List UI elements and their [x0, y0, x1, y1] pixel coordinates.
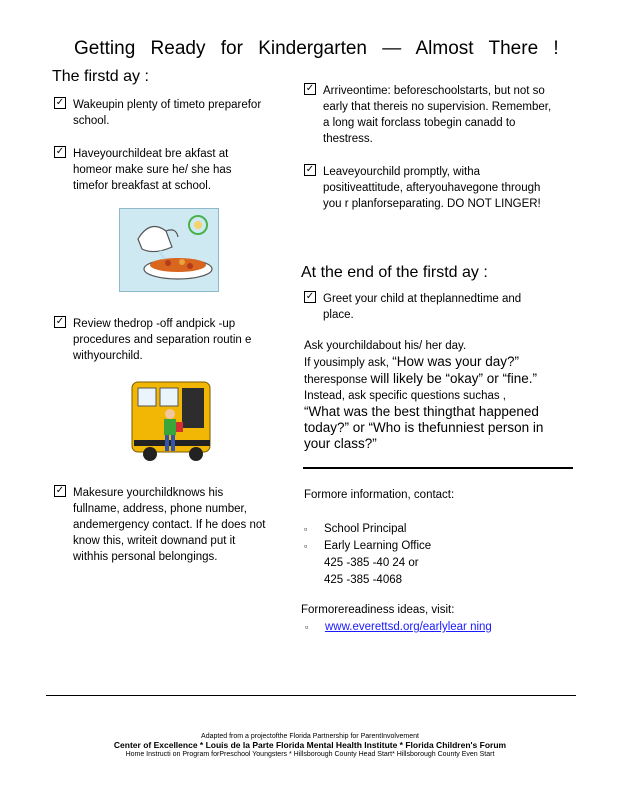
- contact-item: Early Learning Office: [324, 540, 432, 552]
- tip-quote: “What was the best thingthat happened: [304, 404, 539, 419]
- readiness-ideas: [301, 602, 571, 636]
- end-of-day-heading: At the end of the firstd ay :: [301, 264, 488, 281]
- checkbox-icon: ✓: [55, 97, 65, 108]
- school-bus-clipart: [130, 380, 212, 466]
- checklist-item: ✓ Wakeupin plenty of timeto preparefor school.: [55, 97, 262, 127]
- checklist-item: ✓ Haveyourchildeat bre akfast at homeor make sure he/ she has timefor breakfast at school.: [55, 146, 232, 192]
- tip-line: Ask yourchildabout his/ her day.: [304, 340, 467, 352]
- tip-line: Instead, ask specific questions suchas ,: [304, 390, 506, 402]
- footer: [30, 732, 590, 759]
- bullet-icon: ▫: [304, 524, 308, 534]
- phone-number: 425 -385 -40 24 or: [324, 557, 419, 569]
- tip-line: theresponse: [304, 374, 368, 386]
- checkbox-icon: ✓: [305, 83, 315, 94]
- contact-item: School Principal: [324, 523, 407, 535]
- checkbox-icon: ✓: [55, 485, 65, 496]
- breakfast-clipart: [119, 208, 219, 292]
- first-day-heading: The firstd ay :: [52, 68, 149, 85]
- tip-quote: will likely be “okay” or “fine.”: [370, 371, 538, 386]
- bullet-icon: ▫: [305, 622, 309, 632]
- footer-divider: [46, 695, 576, 696]
- footer-partners: Center of Excellence * Louis de la Parte Florida Mental Health Institute * Florida Children's Forum: [113, 740, 507, 750]
- footer-credit: Adapted from a projectofthe Florida Partnership for ParentInvolvement: [201, 733, 419, 740]
- checkbox-icon: ✓: [305, 291, 315, 302]
- page-title: Getting Ready for Kindergarten — Almost There !: [74, 38, 559, 59]
- checkbox-icon: ✓: [55, 146, 65, 157]
- checklist-item: ✓ Arriveontime: beforeschoolstarts, but not so early that thereis no supervision. Remember, a long wait forclass tobegin canadd to thestress.: [305, 83, 552, 145]
- checkbox-icon: ✓: [55, 316, 65, 327]
- bullet-icon: ▫: [304, 541, 308, 551]
- checkbox-icon: ✓: [305, 164, 315, 175]
- checklist-item: ✓ Makesure yourchildknows his fullname, address, phone number, andemergency contact. If he does not know this, writeit downand put it withhis personal belongings.: [55, 485, 266, 563]
- tip-line: If yousimply ask,: [304, 357, 389, 369]
- checklist-item: ✓ Review thedrop -off andpick -up procedures and separation routin e withyourchild.: [55, 316, 252, 362]
- footer-programs: Home Instructi on Program forPreschool Youngsters * Hillsborough County Head Start* Hillsborough County Even Start: [125, 751, 495, 758]
- conversation-tips: [304, 338, 556, 452]
- contact-section: [304, 487, 564, 589]
- checklist-item: ✓ Leaveyourchild promptly, witha positiveattitude, afteryouhavegone through you r planforseparating. DO NOT LINGER!: [305, 164, 541, 210]
- tip-quote: today?” or “Who is thefunniest person in your class?”: [304, 420, 544, 451]
- phone-number: 425 -385 -4068: [324, 574, 403, 586]
- section-divider: [303, 467, 573, 469]
- earlylearning-link[interactable]: www.everettsd.org/earlylear ning: [325, 621, 492, 633]
- checklist-item: ✓ Greet your child at theplannedtime and place.: [305, 291, 522, 321]
- ideas-intro: Formorereadiness ideas, visit:: [301, 604, 455, 616]
- tip-quote: “How was your day?”: [392, 354, 519, 369]
- contact-intro: Formore information, contact:: [304, 489, 455, 501]
